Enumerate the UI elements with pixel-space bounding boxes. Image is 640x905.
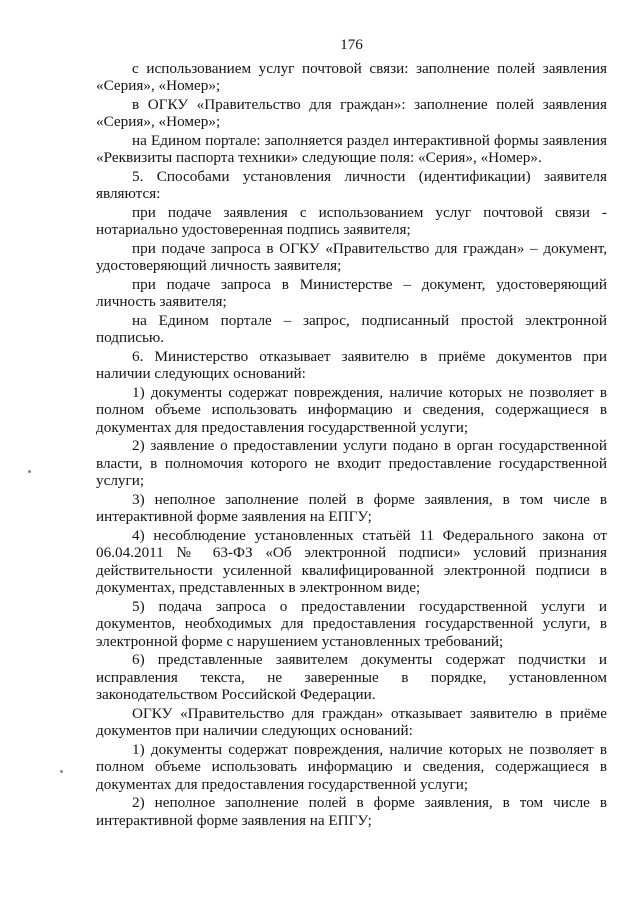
list-item-ministry-5: 5) подача запроса о предоставлении государственной услуги и документов, необходимых для предоставления государственной услуги, в электронной форме с нарушением установленных требований; xyxy=(96,597,607,650)
list-item-ogku-2: 2) неполное заполнение полей в форме заявления, в том числе в интерактивной форме заявления на ЕПГУ; xyxy=(96,794,607,829)
paragraph-identification-postal: при подаче заявления с использованием услуг почтовой связи - нотариально удостоверенная подпись заявителя; xyxy=(96,203,607,238)
paragraph-identification-heading: 5. Способами установления личности (идентификации) заявителя являются: xyxy=(96,167,607,202)
page-number: 176 xyxy=(340,36,363,53)
list-item-ministry-2: 2) заявление о предоставлении услуги подано в орган государственной власти, в полномочия которого не входит предоставление государственной услуги; xyxy=(96,437,607,489)
list-item-ministry-1: 1) документы содержат повреждения, наличие которых не позволяет в полном объеме использовать информацию и сведения, содержащиеся в документах для предоставления государственной услуги; xyxy=(96,383,607,436)
paragraph-identification-ministry: при подаче запроса в Министерстве – документ, удостоверяющий личность заявителя; xyxy=(96,275,607,310)
list-item-ministry-6: 6) представленные заявителем документы содержат подчистки и исправления текста, не заверенные в порядке, установленном законодательством Российской Федерации. xyxy=(96,651,607,703)
list-item-ogku-1: 1) документы содержат повреждения, наличие которых не позволяет в полном объеме использовать информацию и сведения, содержащиеся в документах для предоставления государственной услуги; xyxy=(96,740,607,793)
paragraph-ogku-fields: в ОГКУ «Правительство для граждан»: заполнение полей заявления «Серия», «Номер»; xyxy=(96,95,607,130)
paragraph-postal-fields: с использованием услуг почтовой связи: заполнение полей заявления «Серия», «Номер»; xyxy=(96,59,607,94)
paragraph-identification-ogku: при подаче запроса в ОГКУ «Правительство для граждан» – документ, удостоверяющий личность заявителя; xyxy=(96,239,607,274)
scan-speck xyxy=(60,770,63,773)
list-item-ministry-4: 4) несоблюдение установленных статьёй 11 Федерального закона от 06.04.2011 № 63-ФЗ «Об электронной подписи» условий признания действительности усиленной квалифицированной электронной подписи в документах, представленных в электронном виде; xyxy=(96,526,607,596)
scan-speck xyxy=(28,470,31,473)
paragraph-identification-portal: на Едином портале – запрос, подписанный простой электронной подписью. xyxy=(96,311,607,346)
paragraph-portal-fields: на Едином портале: заполняется раздел интерактивной формы заявления «Реквизиты паспорта техники» следующие поля: «Серия», «Номер». xyxy=(96,131,607,166)
list-item-ministry-3: 3) неполное заполнение полей в форме заявления, в том числе в интерактивной форме заявления на ЕПГУ; xyxy=(96,490,607,525)
paragraph-ministry-refusal-heading: 6. Министерство отказывает заявителю в приёме документов при наличии следующих оснований: xyxy=(96,347,607,382)
paragraph-ogku-refusal-heading: ОГКУ «Правительство для граждан» отказывает заявителю в приёме документов при наличии следующих оснований: xyxy=(96,704,607,739)
